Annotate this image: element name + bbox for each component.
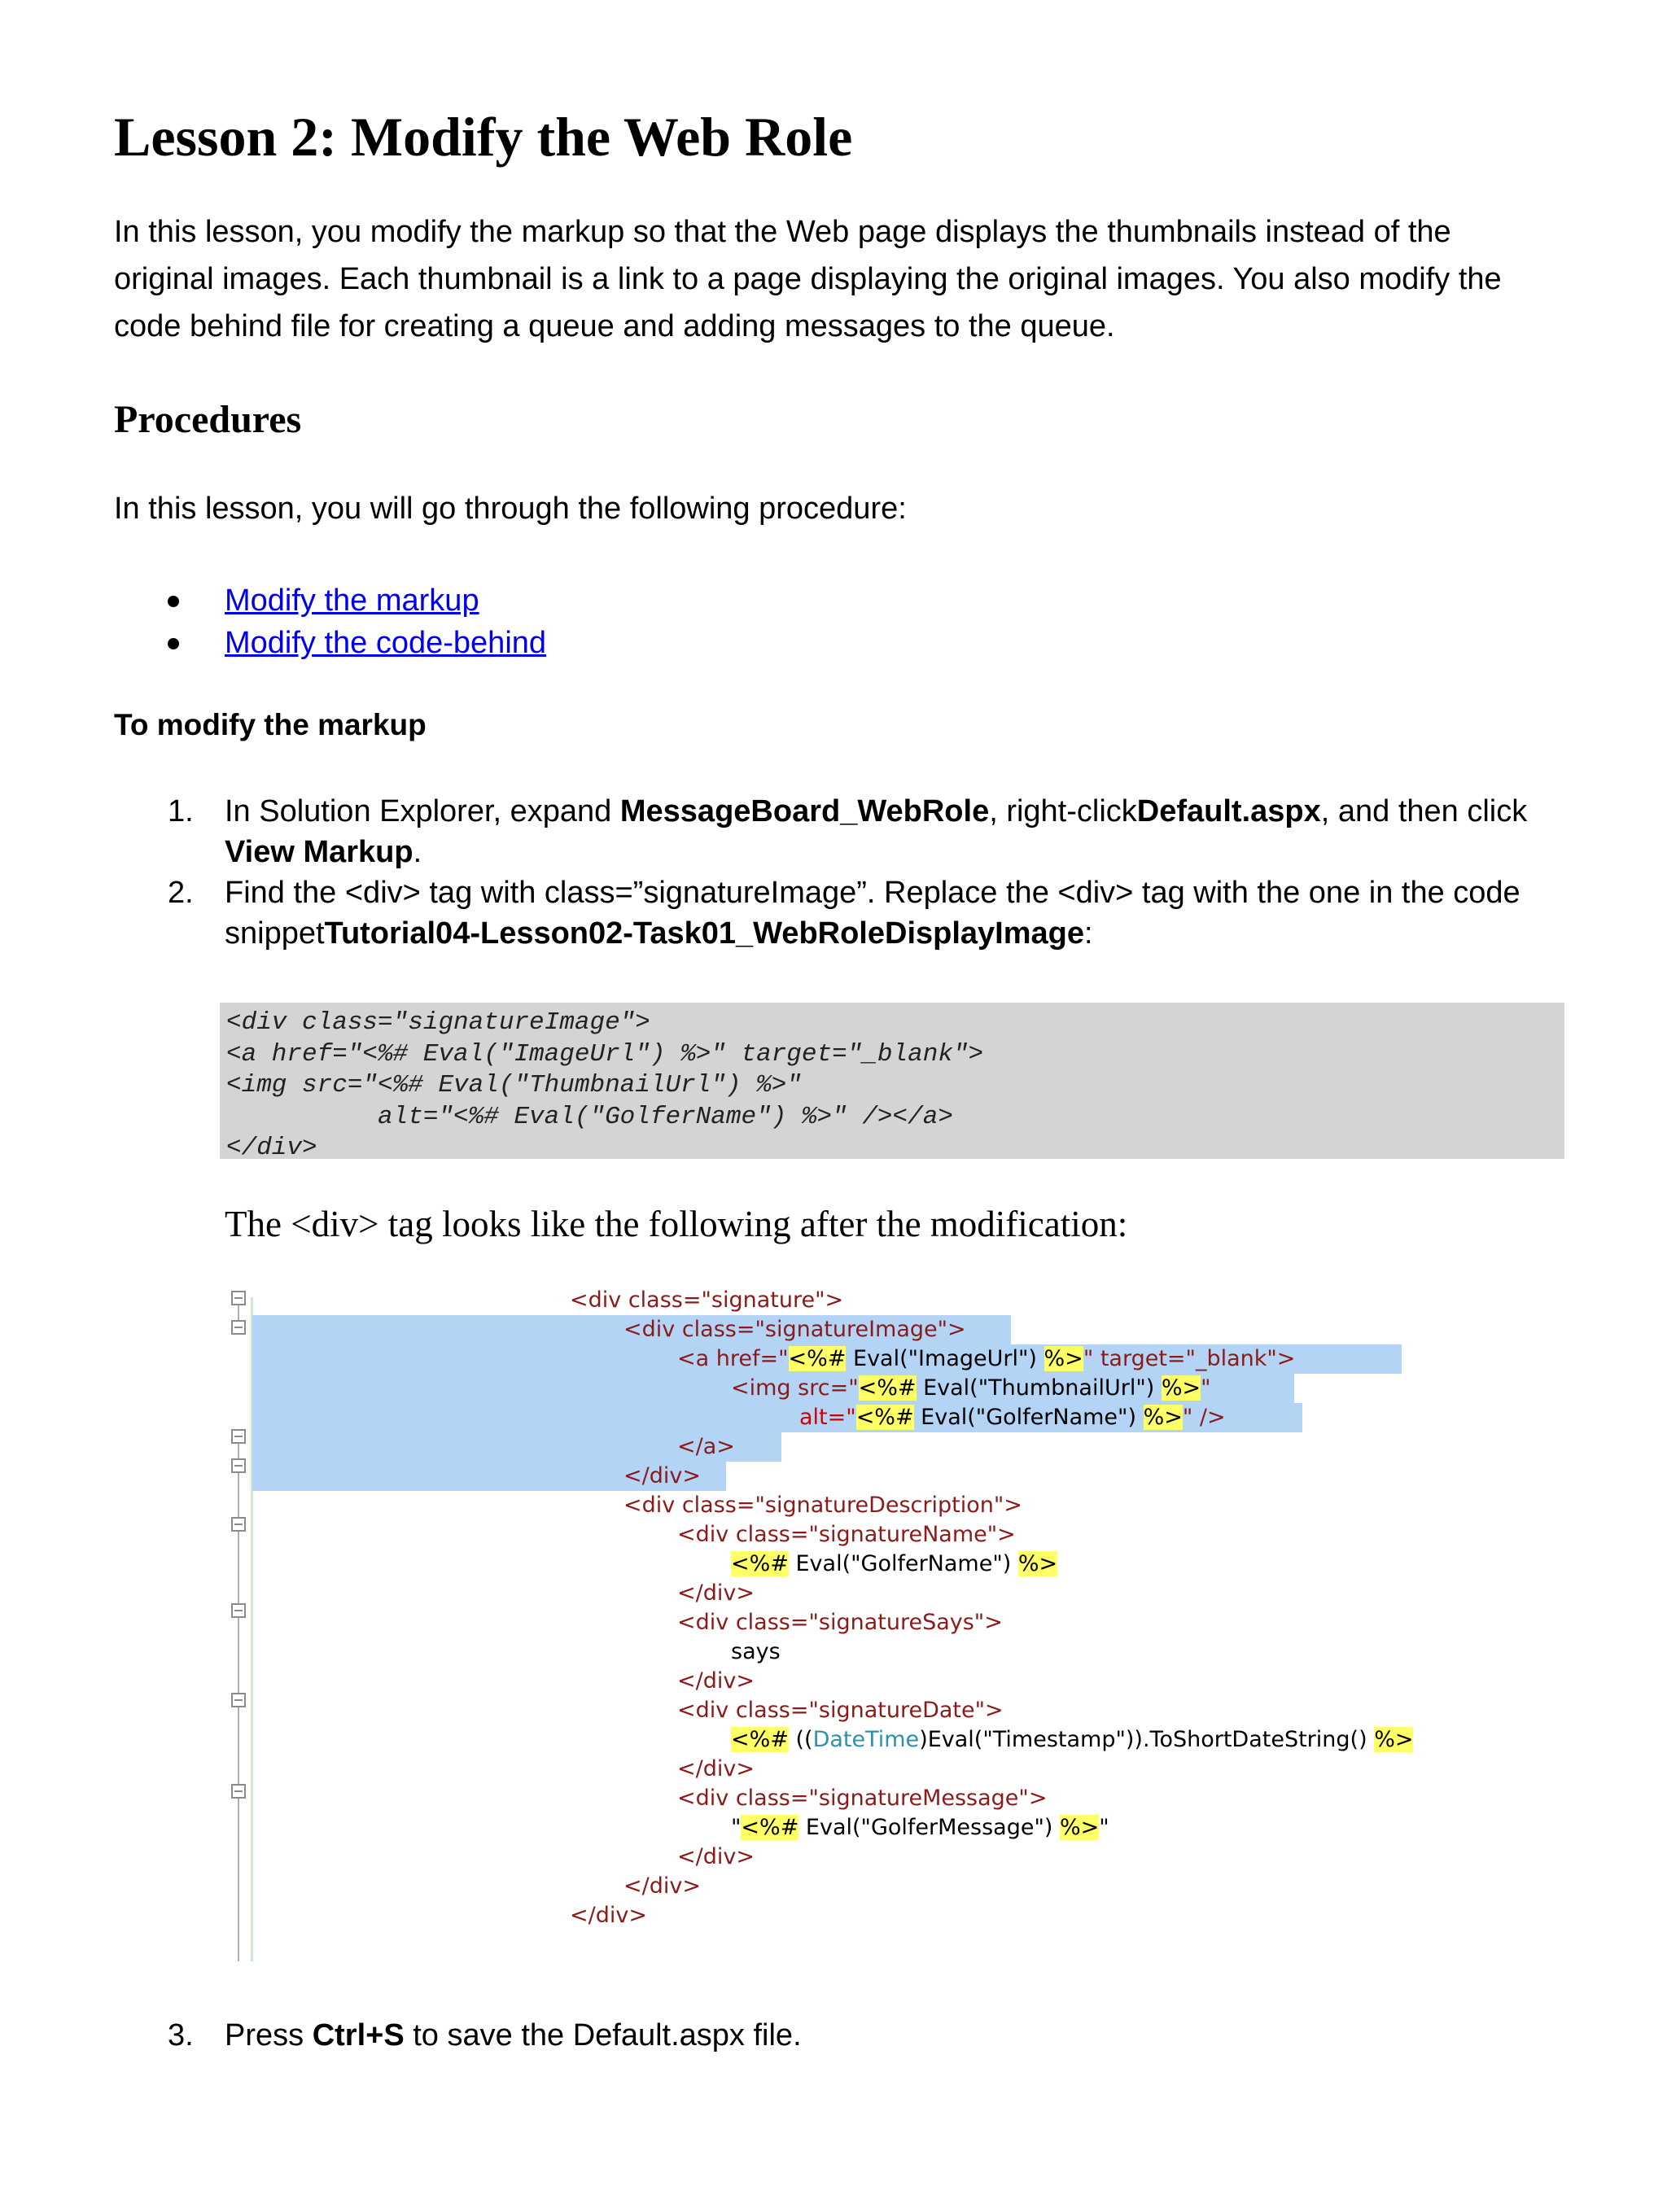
intro-paragraph: In this lesson, you modify the markup so that the Web page displays the thumbnails instead of the original images. Each thumbnail is a link to a page displaying the original images. You also modify the code behind file for creating a queue and adding messages to the queue. (114, 215, 1502, 343)
code-line: <div class="signatureName"> (677, 1522, 1016, 1547)
code-line: </div> (623, 1873, 701, 1899)
code-line: </div> (677, 1756, 755, 1781)
collapse-icon[interactable] (231, 1517, 246, 1532)
step-3 (114, 2015, 1641, 2056)
code-snippet: <div class="signatureImage"> <a href="<%# Eval("ImageUrl") %>" target="_blank"> <img src="<%# Eval("ThumbnailUrl") %>" alt="<%# Eval("GolferName") %>" /></a> </div> (220, 1003, 1564, 1159)
code-line: <a href="<%# Eval("ImageUrl") %>" target="_blank"> (677, 1346, 1296, 1371)
collapse-icon[interactable] (231, 1458, 246, 1473)
step-text: , and then click (1320, 794, 1528, 828)
code-line: </div> (570, 1903, 647, 1928)
step-number: 3. (168, 2018, 194, 2052)
modify-code-behind-link[interactable]: Modify the code-behind (225, 626, 547, 660)
collapse-icon[interactable] (231, 1693, 246, 1707)
step-text: . (413, 835, 422, 869)
code-line: <div class="signatureSays"> (677, 1610, 1003, 1635)
code-editor-screenshot (220, 1286, 1490, 1961)
step-bold: Ctrl+S (312, 2018, 405, 2052)
bullet-icon (168, 596, 179, 607)
code-line: <div class="signatureDescription"> (623, 1493, 1022, 1518)
procedures-intro: In this lesson, you will go through the following procedure: (114, 492, 907, 526)
collapse-icon[interactable] (231, 1784, 246, 1799)
step-bold: View Markup (225, 835, 413, 869)
task-heading: To modify the markup (114, 708, 427, 741)
code-line: <div class="signature"> (570, 1287, 844, 1313)
after-modification-text: The <div> tag looks like the following after the modification: (225, 1204, 1128, 1244)
code-line: <div class="signatureImage"> (623, 1317, 966, 1342)
step-number: 2. (168, 876, 194, 910)
page-title: Lesson 2: Modify the Web Role (114, 106, 853, 168)
collapse-icon[interactable] (231, 1291, 246, 1305)
code-line: <img src="<%# Eval("ThumbnailUrl") %>" (731, 1375, 1211, 1401)
list-item (114, 622, 546, 664)
step-number: 1. (168, 794, 194, 828)
code-line: alt="<%# Eval("GolferName") %>" /> (799, 1405, 1226, 1430)
editor-gutter (220, 1286, 252, 1961)
procedure-link-list (114, 579, 546, 664)
procedures-heading: Procedures (114, 398, 302, 441)
step-text: Find the <div> tag with class=”signatureImage”. Replace the <div> tag with the one in the code snippet (225, 876, 1520, 951)
step-1 (114, 791, 1641, 872)
list-item (114, 579, 546, 622)
step-2 (114, 872, 1641, 954)
collapse-icon[interactable] (231, 1320, 246, 1335)
step-text: , right-click (989, 794, 1137, 828)
code-line: </a> (677, 1434, 735, 1459)
step-bold: Default.aspx (1136, 794, 1321, 828)
collapse-icon[interactable] (231, 1603, 246, 1618)
step-text: to save the Default.aspx file. (404, 2018, 802, 2052)
step-bold: Tutorial04-Lesson02-Task01_WebRoleDisplayImage (324, 916, 1084, 951)
modify-markup-link[interactable]: Modify the markup (225, 584, 479, 618)
code-line: <div class="signatureDate"> (677, 1698, 1004, 1723)
code-line: "<%# Eval("GolferMessage") %>" (731, 1815, 1109, 1840)
code-line: </div> (677, 1580, 755, 1606)
code-line: </div> (623, 1463, 701, 1489)
code-line: says (731, 1639, 781, 1664)
step-text: Press (225, 2018, 313, 2052)
step-bold: MessageBoard_WebRole (619, 794, 990, 828)
bullet-icon (168, 638, 179, 649)
code-line: <%# Eval("GolferName") %> (731, 1551, 1058, 1576)
code-line: </div> (677, 1668, 755, 1694)
code-line: </div> (677, 1844, 755, 1869)
code-line: <%# ((DateTime)Eval("Timestamp")).ToShortDateString() %> (731, 1727, 1414, 1752)
code-line: <div class="signatureMessage"> (677, 1786, 1048, 1811)
step-text: : (1084, 916, 1093, 951)
step-text: In Solution Explorer, expand (225, 794, 620, 828)
collapse-icon[interactable] (231, 1429, 246, 1444)
